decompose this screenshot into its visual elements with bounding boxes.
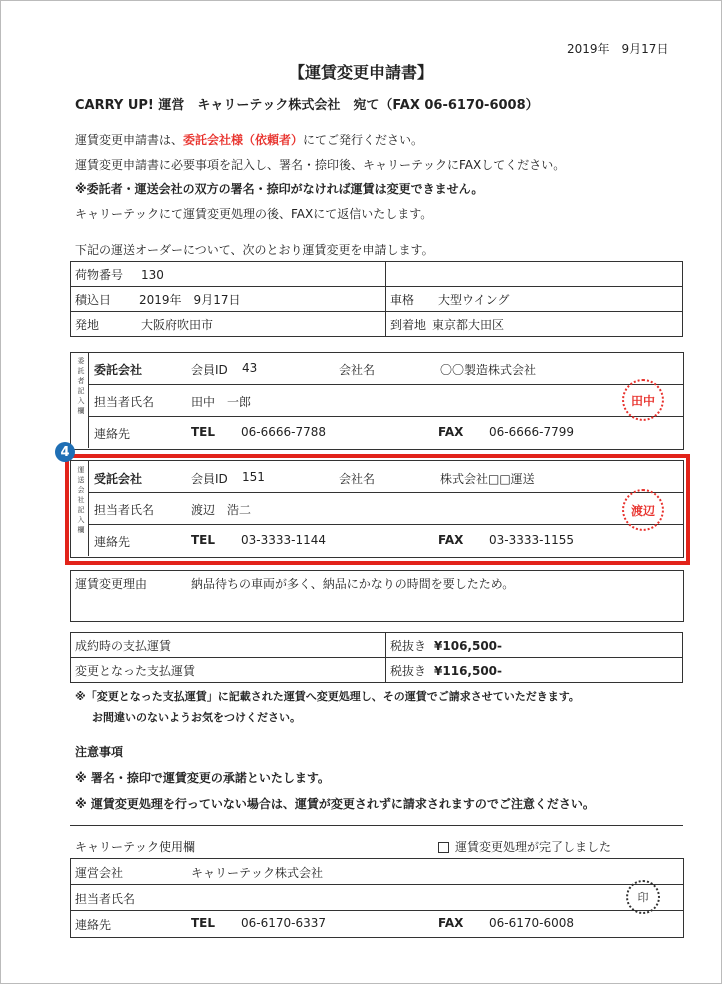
load-date-cell [71,287,386,312]
vehicle-cell [386,287,683,312]
carrier-seal-stamp [622,489,664,531]
carrytech-row-line-1 [70,884,683,885]
intro-line-1-highlight: 委託会社様（依頼者） [183,133,304,147]
fare-row-changed [71,658,683,683]
consignor-tel-label: TEL [191,425,216,439]
carrier-member-id: 151 [242,470,265,484]
consignor-fax-label: FAX [438,425,464,439]
consignor-row-line-2 [88,416,683,417]
intro-line-1-pre: 運賃変更申請書は、 [75,133,184,147]
changed-fare-tax: 税抜き [390,663,427,678]
carrytech-tel: 06-6170-6337 [241,916,327,930]
contract-fare-value: ¥106,500- [434,638,503,653]
contract-fare-cell [386,633,683,658]
order-row-date [71,287,683,312]
cargo-number-label: 荷物番号 [75,267,124,282]
consignor-fax: 06-6666-7799 [489,425,575,439]
changed-fare-label: 変更となった支払運賃 [71,658,386,683]
carrier-tel: 03-3333-1144 [241,533,327,547]
destination-label: 到着地 [390,317,427,332]
processing-complete-label: 運賃変更処理が完了しました [455,840,612,854]
consignor-company-label: 会社名 [339,363,376,377]
consignor-member-id-label: 会員ID [191,363,228,377]
consignor-tel: 06-6666-7788 [241,425,327,439]
consignor-seal-stamp [622,379,664,421]
intro-line-4: キャリーテックにて運賃変更処理の後、FAXにて返信いたします。 [75,207,433,221]
origin-value: 大阪府吹田市 [141,317,214,332]
carrier-person-label: 担当者氏名 [94,503,155,517]
changed-fare-value: ¥116,500- [434,663,503,678]
vehicle-value: 大型ウイング [438,292,510,307]
vehicle-label: 車格 [390,292,415,307]
carrier-section [70,460,684,558]
caution-heading: 注意事項 [75,745,124,759]
operator-label: 運営会社 [75,866,124,880]
reason-label: 運賃変更理由 [75,577,148,591]
consignor-company: 〇〇製造株式会社 [440,363,537,377]
caution-item-2: ※ 運賃変更処理を行っていない場合は、運賃が変更されずに請求されますのでご注意ください。 [75,797,595,811]
document-date: 2019年 9月17日 [567,42,669,56]
consignor-side-label: 委 託 者 記 入 欄 [77,357,85,415]
checkbox-icon[interactable] [438,842,449,853]
changed-fare-cell [386,658,683,683]
consignor-heading: 委託会社 [94,363,143,377]
carrytech-seal-text: 印 [637,891,649,904]
carrier-tel-label: TEL [191,533,216,547]
consignor-seal-text: 田中 [630,393,655,408]
destination-value: 東京都大田区 [432,317,505,332]
consignor-member-id: 43 [242,361,258,375]
cargo-number-cell [71,262,386,287]
carrytech-person-label: 担当者氏名 [75,892,136,906]
caution-item-1: ※ 署名・捺印で運賃変更の承諾といたします。 [75,771,330,785]
carrier-contact-label: 連絡先 [94,535,131,549]
step-4-badge: 4 [55,442,75,462]
addressee: CARRY UP! 運営 キャリーテック株式会社 宛て（FAX 06-6170-6008） [75,98,539,113]
operator-value: キャリーテック株式会社 [191,866,324,880]
carrytech-tel-label: TEL [191,916,216,930]
load-date-label: 積込日 [75,292,112,307]
cargo-number-value: 130 [141,267,164,282]
carrier-fax: 03-3333-1155 [489,533,575,547]
carrier-row-line-2 [88,524,683,525]
destination-cell [386,312,683,337]
carrier-heading: 受託会社 [94,472,143,486]
carrier-member-id-label: 会員ID [191,472,228,486]
carrier-seal-text: 渡辺 [630,503,655,518]
intro-line-1-post: にてご発行ください。 [303,133,424,147]
contract-fare-label: 成約時の支払運賃 [71,633,386,658]
carrier-row-line-1 [88,492,683,493]
origin-cell [71,312,386,337]
carrytech-table [70,858,684,938]
load-date-value: 2019年 9月17日 [139,292,241,307]
fare-table [70,632,683,683]
carrier-side-label: 運 送 会 社 記 入 欄 [77,466,85,534]
consignor-contact-label: 連絡先 [94,427,131,441]
processing-complete-check[interactable] [438,838,611,855]
intro-line-2: 運賃変更申請書に必要事項を記入し、署名・捺印後、キャリーテックにFAXしてください。 [75,158,566,172]
carrytech-fax: 06-6170-6008 [489,916,575,930]
order-row-cargo [71,262,683,287]
document-title: 【運賃変更申請書】 [288,63,433,82]
consignor-person-label: 担当者氏名 [94,395,155,409]
intro-line-5: 下記の運送オーダーについて、次のとおり運賃変更を申請します。 [75,243,434,257]
consignor-divider [88,352,89,448]
order-table [70,261,683,337]
carrier-company-label: 会社名 [339,472,376,486]
intro-warning: ※委託者・運送会社の双方の署名・捺印がなければ運賃は変更できません。 [75,182,484,196]
empty-cell [386,262,683,287]
carrytech-contact-label: 連絡先 [75,918,112,932]
fare-row-contract [71,633,683,658]
reason-text: 納品待ちの車両が多く、納品にかなりの時間を要したため。 [191,577,515,591]
carrytech-separator [70,825,683,826]
consignor-row-line-1 [88,384,683,385]
carrytech-section-label: キャリーテック使用欄 [75,840,196,854]
order-row-route [71,312,683,337]
carrytech-row-line-2 [70,910,683,911]
carrytech-seal-placeholder [626,880,660,914]
contract-fare-tax: 税抜き [390,638,427,653]
consignor-section [70,352,684,450]
carrier-company: 株式会社□□運送 [440,472,535,486]
carrier-divider [88,460,89,556]
carrier-person: 渡辺 浩二 [191,503,252,517]
carrytech-fax-label: FAX [438,916,464,930]
fare-note-line-2: お間違いのないようお気をつけください。 [92,711,301,724]
fare-note-line-1: ※「変更となった支払運賃」に記載された運賃へ変更処理し、その運賃でご請求させていただきます。 [75,690,580,703]
consignor-person: 田中 一郎 [191,395,252,409]
origin-label: 発地 [75,317,100,332]
intro-line-1 [75,131,423,148]
carrier-fax-label: FAX [438,533,464,547]
